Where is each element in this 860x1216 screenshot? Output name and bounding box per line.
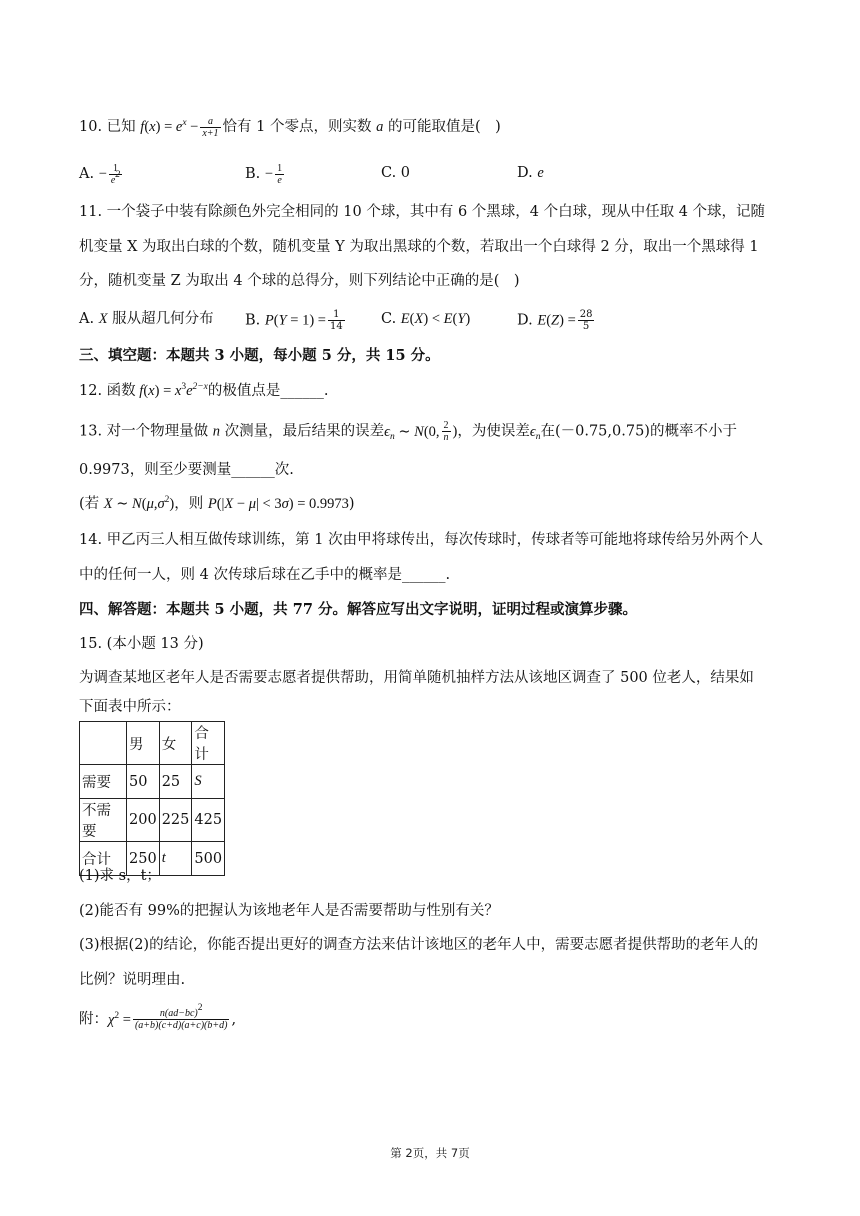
survey-table bbox=[79, 721, 225, 876]
q11-option-b: B. P(Y = 1) = $\frac{1}{14}$ bbox=[245, 309, 343, 332]
section-4-heading: 四、解答题：本题共 5 小题，共 77 分。解答应写出文字说明，证明过程或演算步骤。 bbox=[79, 601, 637, 618]
table-cell: S bbox=[192, 765, 225, 799]
q11-line3: 分，随机变量 Z 为取出 4 个球的总得分，则下列结论中正确的是( ) bbox=[79, 273, 520, 289]
table-cell bbox=[80, 722, 127, 765]
q11-option-d: D. E(Z) = $\frac{28}{5}$ bbox=[517, 309, 593, 332]
table-cell: 不需要 bbox=[80, 799, 127, 842]
table-cell: 需要 bbox=[80, 765, 127, 799]
q11-line1: 11. 一个袋子中装有除颜色外完全相同的 10 个球，其中有 6 个黑球，4 个白球，现从中任取 4 个球，记随 bbox=[79, 204, 766, 220]
q14-line2: 中的任何一人，则 4 次传球后球在乙手中的概率是______. bbox=[79, 567, 451, 583]
q15-intro-line2: 下面表中所示： bbox=[79, 699, 181, 715]
table-cell: 225 bbox=[159, 799, 192, 842]
q10-function: $f(x) = e^x$ − $\frac{a}{x+1}$ bbox=[140, 116, 219, 139]
table-row bbox=[80, 765, 225, 799]
table-cell: t bbox=[159, 842, 192, 876]
table-cell: 250 bbox=[127, 842, 160, 876]
table-header-row bbox=[80, 722, 225, 765]
q13-line2: 0.9973，则至少要测量______次. bbox=[79, 462, 294, 478]
table-cell: 合计 bbox=[192, 722, 225, 765]
q15-appendix-formula: 附：$\chi^2$ = $\frac{n(ad-bc)^2}{(a+b)(c+d)(a+c)(b+d)}$ , bbox=[79, 1003, 237, 1031]
table-cell: 500 bbox=[192, 842, 225, 876]
q15-part3-line1: (3)根据(2)的结论，你能否提出更好的调查方法来估计该地区的老年人中，需要志愿者提供帮助的老年人的 bbox=[79, 937, 759, 953]
q10-option-a: A. − $\frac{1}{e^2}$ bbox=[79, 163, 121, 186]
table-cell: 合计 bbox=[80, 842, 127, 876]
q10-stem bbox=[79, 116, 501, 139]
q15-part3-line2: 比例？说明理由. bbox=[79, 972, 186, 988]
q11-line2: 机变量 X 为取出白球的个数，随机变量 Y 为取出黑球的个数，若取出一个白球得 2 分，取出一个黑球得 1 bbox=[79, 239, 759, 255]
q10-option-c: C. 0 bbox=[381, 165, 411, 181]
q15-header: 15. (本小题 13 分) bbox=[79, 636, 204, 652]
q10-option-d: D. e bbox=[517, 165, 544, 181]
table-cell: 女 bbox=[159, 722, 192, 765]
q10-prefix: 10. 已知 bbox=[79, 118, 136, 135]
q15-intro-line1: 为调查某地区老年人是否需要志愿者提供帮助，用简单随机抽样方法从该地区调查了 500 位老人，结果如 bbox=[79, 670, 754, 686]
q15-part1: (1)求 s，t； bbox=[79, 868, 161, 884]
table-cell: 25 bbox=[159, 765, 192, 799]
table-cell: 男 bbox=[127, 722, 160, 765]
q15-part2: (2)能否有 99%的把握认为该地老年人是否需要帮助与性别有关？ bbox=[79, 903, 499, 919]
table-cell: 425 bbox=[192, 799, 225, 842]
q11-option-a: A. X 服从超几何分布 bbox=[79, 311, 214, 327]
q10-option-b: B. − $\frac{1}{e}$ bbox=[245, 163, 283, 186]
q10-end: 的可能取值是( ) bbox=[387, 118, 501, 135]
q12: 12. 函数 $f(x) = x^3e^{2-x}$的极值点是______. bbox=[79, 382, 329, 399]
q11-option-c: C. E(X) < E(Y) bbox=[381, 311, 471, 327]
q10-var: a bbox=[376, 118, 384, 135]
table-cell: 200 bbox=[127, 799, 160, 842]
section-3-heading: 三、填空题：本题共 3 小题，每小题 5 分，共 15 分。 bbox=[79, 347, 440, 364]
q10-suffix: 恰有 1 个零点，则实数 bbox=[222, 118, 372, 135]
q13-line1: 13. 对一个物理量做 n 次测量，最后结果的误差$\epsilon_n$ ∼ N(0, $\frac{2}{n}$ )，为使误差$\epsilon_n$在(－0.75,0.75)的概率不小于 bbox=[79, 420, 737, 443]
page-footer: 第 2页，共 7页 bbox=[390, 1146, 470, 1160]
table-row bbox=[80, 799, 225, 842]
q13-line3: (若 X ∼ $N(\mu,\sigma^2)$，则 P(|X − μ| < 3σ) = 0.9973) bbox=[79, 495, 355, 512]
table-cell: 50 bbox=[127, 765, 160, 799]
q14-line1: 14. 甲乙丙三人相互做传球训练，第 1 次由甲将球传出，每次传球时，传球者等可能地将球传给另外两个人 bbox=[79, 532, 764, 548]
